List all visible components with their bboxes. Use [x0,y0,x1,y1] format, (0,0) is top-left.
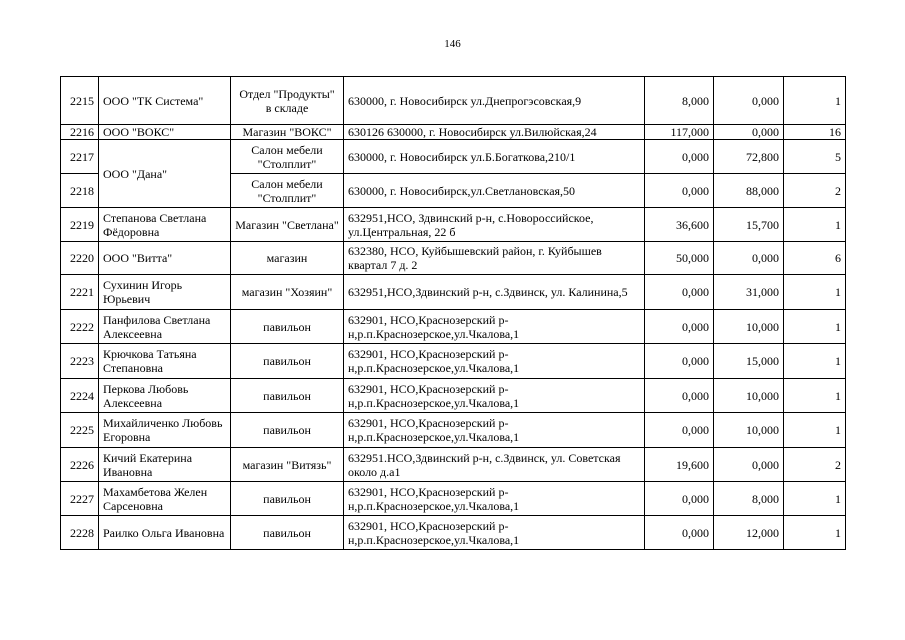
organization-name: ООО "ТК Система" [99,77,231,125]
row-number: 2223 [61,344,99,379]
value-2: 10,000 [714,379,784,413]
count: 1 [784,275,846,310]
object-type: павильон [231,379,344,413]
address: 632951.НСО,Здвинский р-н, с.Здвинск, ул. Советская около д.а1 [344,448,645,482]
row-number: 2218 [61,174,99,208]
object-type: павильон [231,413,344,448]
value-1: 36,600 [645,208,714,242]
value-1: 0,000 [645,516,714,550]
object-type: павильон [231,310,344,344]
organization-name: Махамбетова Желен Сарсеновна [99,482,231,516]
row-number: 2217 [61,140,99,174]
value-1: 50,000 [645,242,714,275]
organization-name: Сухинин Игорь Юрьевич [99,275,231,310]
table-row [61,310,846,344]
table-row [61,208,846,242]
table-row [61,413,846,448]
count: 1 [784,516,846,550]
value-2: 0,000 [714,125,784,140]
value-2: 15,700 [714,208,784,242]
organization-name: Панфилова Светлана Алексеевна [99,310,231,344]
row-number: 2228 [61,516,99,550]
count: 1 [784,344,846,379]
count: 1 [784,413,846,448]
table-row [61,379,846,413]
address: 630000, г. Новосибирск,ул.Светлановская,50 [344,174,645,208]
table-row [61,77,846,125]
table-row [61,482,846,516]
address: 632951,НСО, Здвинский р-н, с.Новороссийское, ул.Центральная, 22 б [344,208,645,242]
value-2: 8,000 [714,482,784,516]
row-number: 2216 [61,125,99,140]
count: 5 [784,140,846,174]
address: 632901, НСО,Краснозерский р-н,р.п.Краснозерское,ул.Чкалова,1 [344,344,645,379]
value-2: 0,000 [714,77,784,125]
object-type: Магазин "ВОКС" [231,125,344,140]
table-row [61,516,846,550]
address: 632901, НСО,Краснозерский р-н,р.п.Краснозерское,ул.Чкалова,1 [344,413,645,448]
object-type: Салон мебели "Столплит" [231,174,344,208]
value-1: 0,000 [645,174,714,208]
value-2: 10,000 [714,310,784,344]
count: 2 [784,448,846,482]
address: 630000, г. Новосибирск ул.Днепрогэсовская,9 [344,77,645,125]
table-row [61,242,846,275]
value-2: 31,000 [714,275,784,310]
row-number: 2225 [61,413,99,448]
row-number: 2215 [61,77,99,125]
address: 632901, НСО,Краснозерский р-н,р.п.Краснозерское,ул.Чкалова,1 [344,310,645,344]
count: 6 [784,242,846,275]
organization-name: ООО "ВОКС" [99,125,231,140]
value-2: 12,000 [714,516,784,550]
object-type: павильон [231,482,344,516]
value-1: 0,000 [645,379,714,413]
count: 1 [784,482,846,516]
value-2: 10,000 [714,413,784,448]
count: 2 [784,174,846,208]
table-row [61,140,846,174]
count: 16 [784,125,846,140]
table-row [61,344,846,379]
address: 630000, г. Новосибирск ул.Б.Богаткова,210/1 [344,140,645,174]
row-number: 2224 [61,379,99,413]
value-2: 0,000 [714,448,784,482]
count: 1 [784,379,846,413]
address: 632901, НСО,Краснозерский р-н,р.п.Краснозерское,ул.Чкалова,1 [344,516,645,550]
address: 632901, НСО,Краснозерский р-н,р.п.Краснозерское,ул.Чкалова,1 [344,482,645,516]
row-number: 2227 [61,482,99,516]
value-1: 0,000 [645,344,714,379]
object-type: магазин "Хозяин" [231,275,344,310]
value-2: 15,000 [714,344,784,379]
row-number: 2221 [61,275,99,310]
row-number: 2226 [61,448,99,482]
value-1: 19,600 [645,448,714,482]
organization-name: ООО "Витта" [99,242,231,275]
address: 632380, НСО, Куйбышевский район, г. Куйбышев квартал 7 д. 2 [344,242,645,275]
row-number: 2222 [61,310,99,344]
table-row [61,125,846,140]
value-1: 0,000 [645,275,714,310]
object-type: магазин "Витязь" [231,448,344,482]
value-2: 72,800 [714,140,784,174]
object-type: павильон [231,344,344,379]
value-1: 0,000 [645,140,714,174]
count: 1 [784,208,846,242]
row-number: 2219 [61,208,99,242]
page-number: 146 [444,38,461,50]
organization-name: Михайличенко Любовь Егоровна [99,413,231,448]
object-type: Отдел "Продукты" в складе [231,77,344,125]
object-type: Магазин "Светлана" [231,208,344,242]
row-number: 2220 [61,242,99,275]
value-1: 8,000 [645,77,714,125]
organization-name: Кичий Екатерина Ивановна [99,448,231,482]
value-1: 117,000 [645,125,714,140]
value-1: 0,000 [645,310,714,344]
address: 632951,НСО,Здвинский р-н, с.Здвинск, ул. Калинина,5 [344,275,645,310]
table-row [61,448,846,482]
value-2: 88,000 [714,174,784,208]
registry-table [60,76,846,550]
object-type: магазин [231,242,344,275]
organization-name: ООО "Дана" [99,140,231,208]
organization-name: Степанова Светлана Фёдоровна [99,208,231,242]
value-1: 0,000 [645,482,714,516]
count: 1 [784,310,846,344]
organization-name: Крючкова Татьяна Степановна [99,344,231,379]
address: 632901, НСО,Краснозерский р-н,р.п.Краснозерское,ул.Чкалова,1 [344,379,645,413]
count: 1 [784,77,846,125]
organization-name: Перкова Любовь Алексеевна [99,379,231,413]
object-type: Салон мебели "Столплит" [231,140,344,174]
value-2: 0,000 [714,242,784,275]
table-row [61,275,846,310]
value-1: 0,000 [645,413,714,448]
address: 630126 630000, г. Новосибирск ул.Вилюйская,24 [344,125,645,140]
object-type: павильон [231,516,344,550]
organization-name: Раилко Ольга Ивановна [99,516,231,550]
